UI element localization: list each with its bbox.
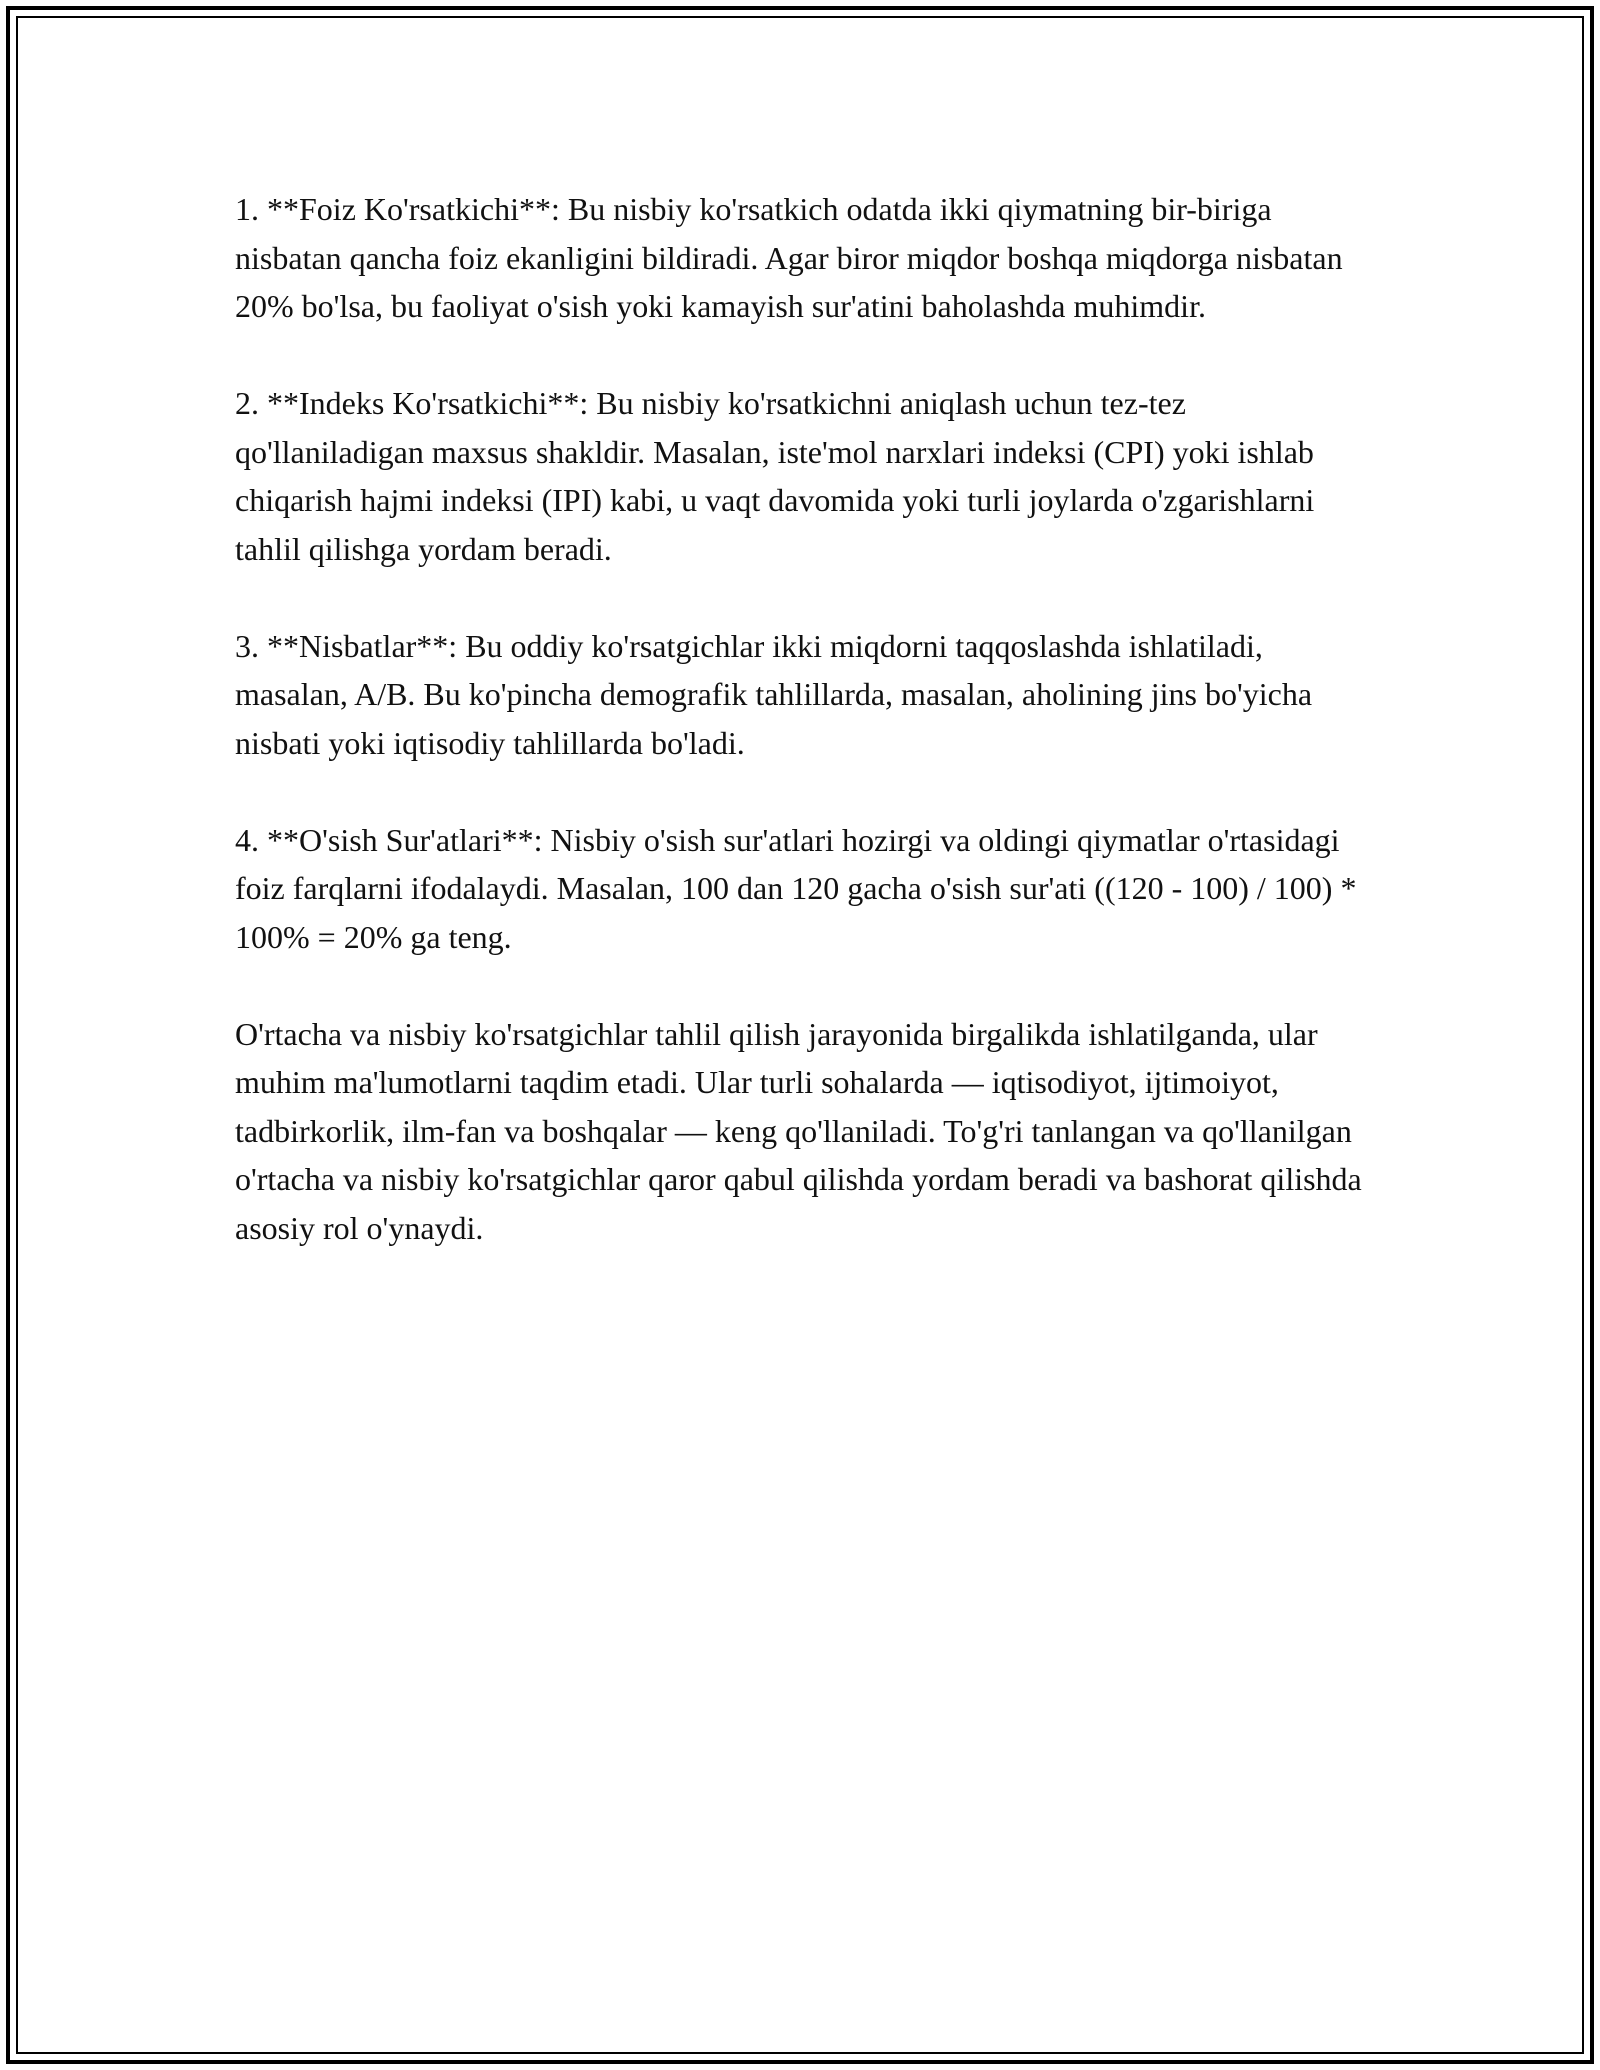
paragraph-nisbatlar: 3. **Nisbatlar**: Bu oddiy ko'rsatgichlar ikki miqdorni taqqoslashda ishlatiladi, masalan, A/B. Bu ko'pincha demografik tahlillarda, masalan, aholining jins bo'yicha nisbati yoki iqtisodiy tahlillarda bo'ladi. <box>235 627 1313 761</box>
paragraph-conclusion: O'rtacha va nisbiy ko'rsatgichlar tahlil qilish jarayonida birgalikda ishlatilganda, ular muhim ma'lumotlarni taqdim etadi. Ular turli sohalarda — iqtisodiyot, ijtimoiyot, tadbirkorlik, ilm-fan va boshqalar — keng qo'llaniladi. To'g'ri tanlangan va qo'llanilgan o'rtacha va nisbiy ko'rsatgichlar qaror qabul qilishda yordam beradi va bashorat qilishda asosiy rol o'ynaydi. <box>235 1015 1362 1246</box>
document-body <box>235 185 1375 1301</box>
paragraph-indeks-korsatkichi: 2. **Indeks Ko'rsatkichi**: Bu nisbiy ko'rsatkichni aniqlash uchun tez-tez qo'llaniladigan maxsus shakldir. Masalan, iste'mol narxlari indeksi (CPI) yoki ishlab chiqarish hajmi indeksi (IPI) kabi, u vaqt davomida yoki turli joylarda o'zgarishlarni tahlil qilishga yordam beradi. <box>235 385 1315 567</box>
paragraph-osish-suratlari: 4. **O'sish Sur'atlari**: Nisbiy o'sish sur'atlari hozirgi va oldingi qiymatlar o'rtasidagi foiz farqlarni ifodalaydi. Masalan, 100 dan 120 gacha o'sish sur'ati ((120 - 100) / 100) * 100% = 20% ga teng. <box>235 821 1357 955</box>
paragraph-foiz-korsatkichi: 1. **Foiz Ko'rsatkichi**: Bu nisbiy ko'rsatkich odatda ikki qiymatning bir-biriga nisbatan qancha foiz ekanligini bildiradi. Agar biror miqdor boshqa miqdorga nisbatan 20% bo'lsa, bu faoliyat o'sish yoki kamayish sur'atini baholashda muhimdir. <box>235 191 1343 324</box>
